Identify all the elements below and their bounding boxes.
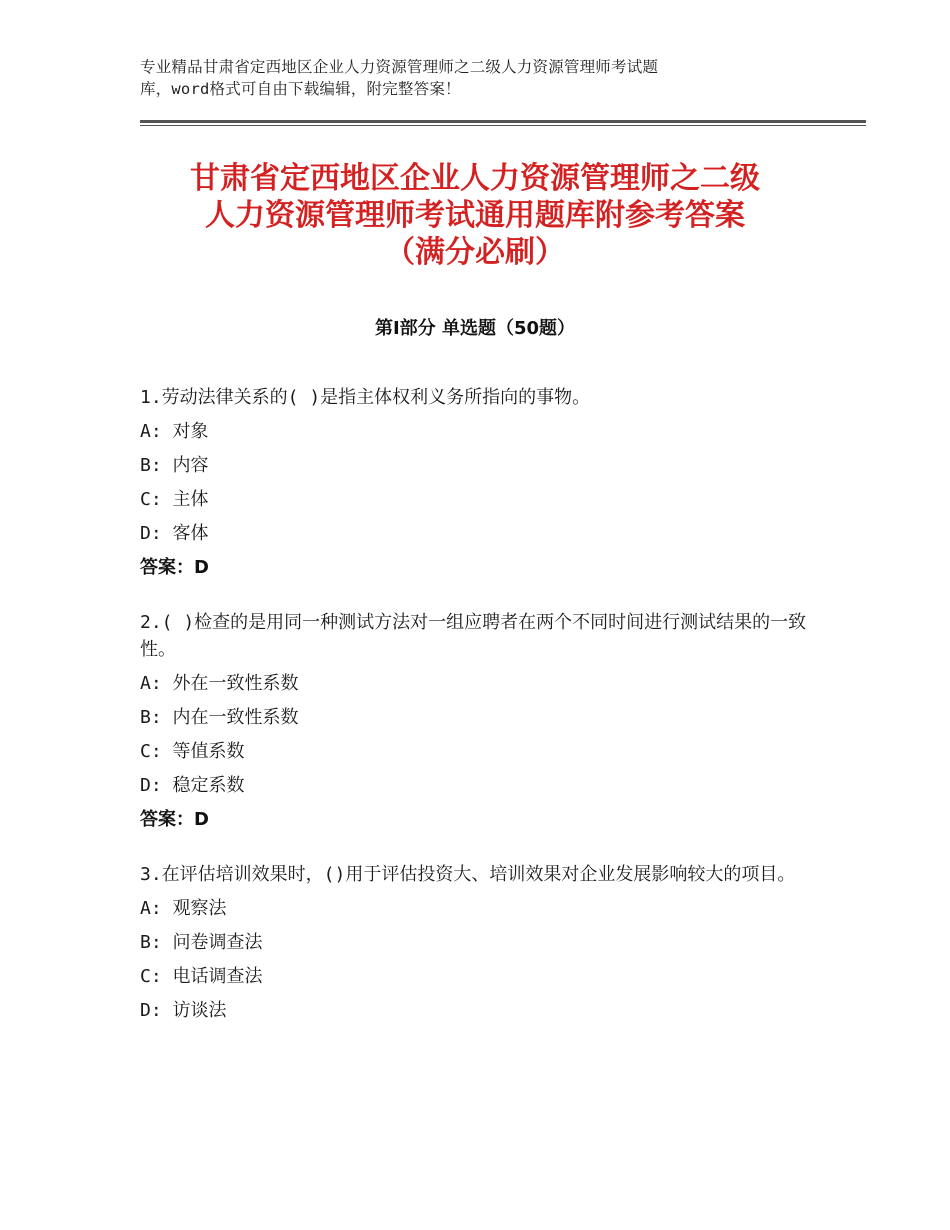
- question-1: [140, 384, 830, 581]
- document-title: [140, 160, 810, 271]
- question-2: [140, 609, 830, 833]
- document-title-line-3: （满分必刷）: [385, 235, 565, 270]
- question-answer: 答案：D: [140, 809, 209, 830]
- question-stem: 2.( )检查的是用同一种测试方法对一组应聘者在两个不同时间进行测试结果的一致性。: [140, 612, 807, 660]
- question-answer: 答案：D: [140, 557, 209, 578]
- question-option-a: A: 对象: [140, 421, 209, 442]
- question-option-b: B: 内在一致性系数: [140, 707, 299, 728]
- question-option-b: B: 内容: [140, 455, 209, 476]
- question-option-a: A: 观察法: [140, 898, 227, 919]
- question-option-b: B: 问卷调查法: [140, 932, 263, 953]
- question-3: [140, 861, 830, 1024]
- question-option-d: D: 访谈法: [140, 1000, 227, 1021]
- header-note-line-2: 库，word格式可自由下载编辑，附完整答案！: [140, 80, 461, 98]
- question-option-d: D: 客体: [140, 523, 209, 544]
- question-option-a: A: 外在一致性系数: [140, 673, 299, 694]
- question-list: [140, 384, 830, 1052]
- question-option-c: C: 等值系数: [140, 741, 245, 762]
- question-option-c: C: 主体: [140, 489, 209, 510]
- question-stem: 1.劳动法律关系的( )是指主体权利义务所指向的事物。: [140, 387, 591, 408]
- question-stem: 3.在评估培训效果时，()用于评估投资大、培训效果对企业发展影响较大的项目。: [140, 864, 796, 885]
- header-note: [140, 56, 840, 100]
- question-option-c: C: 电话调查法: [140, 966, 263, 987]
- header-divider: [140, 120, 866, 126]
- section-title: 第Ⅰ部分 单选题（50题）: [374, 318, 575, 339]
- header-divider-thin: [140, 125, 866, 126]
- document-title-line-1: 甘肃省定西地区企业人力资源管理师之二级: [190, 161, 760, 196]
- document-title-line-2: 人力资源管理师考试通用题库附参考答案: [205, 198, 745, 233]
- header-note-line-1: 专业精品甘肃省定西地区企业人力资源管理师之二级人力资源管理师考试题: [140, 58, 659, 76]
- question-option-d: D: 稳定系数: [140, 775, 245, 796]
- header-divider-thick: [140, 120, 866, 123]
